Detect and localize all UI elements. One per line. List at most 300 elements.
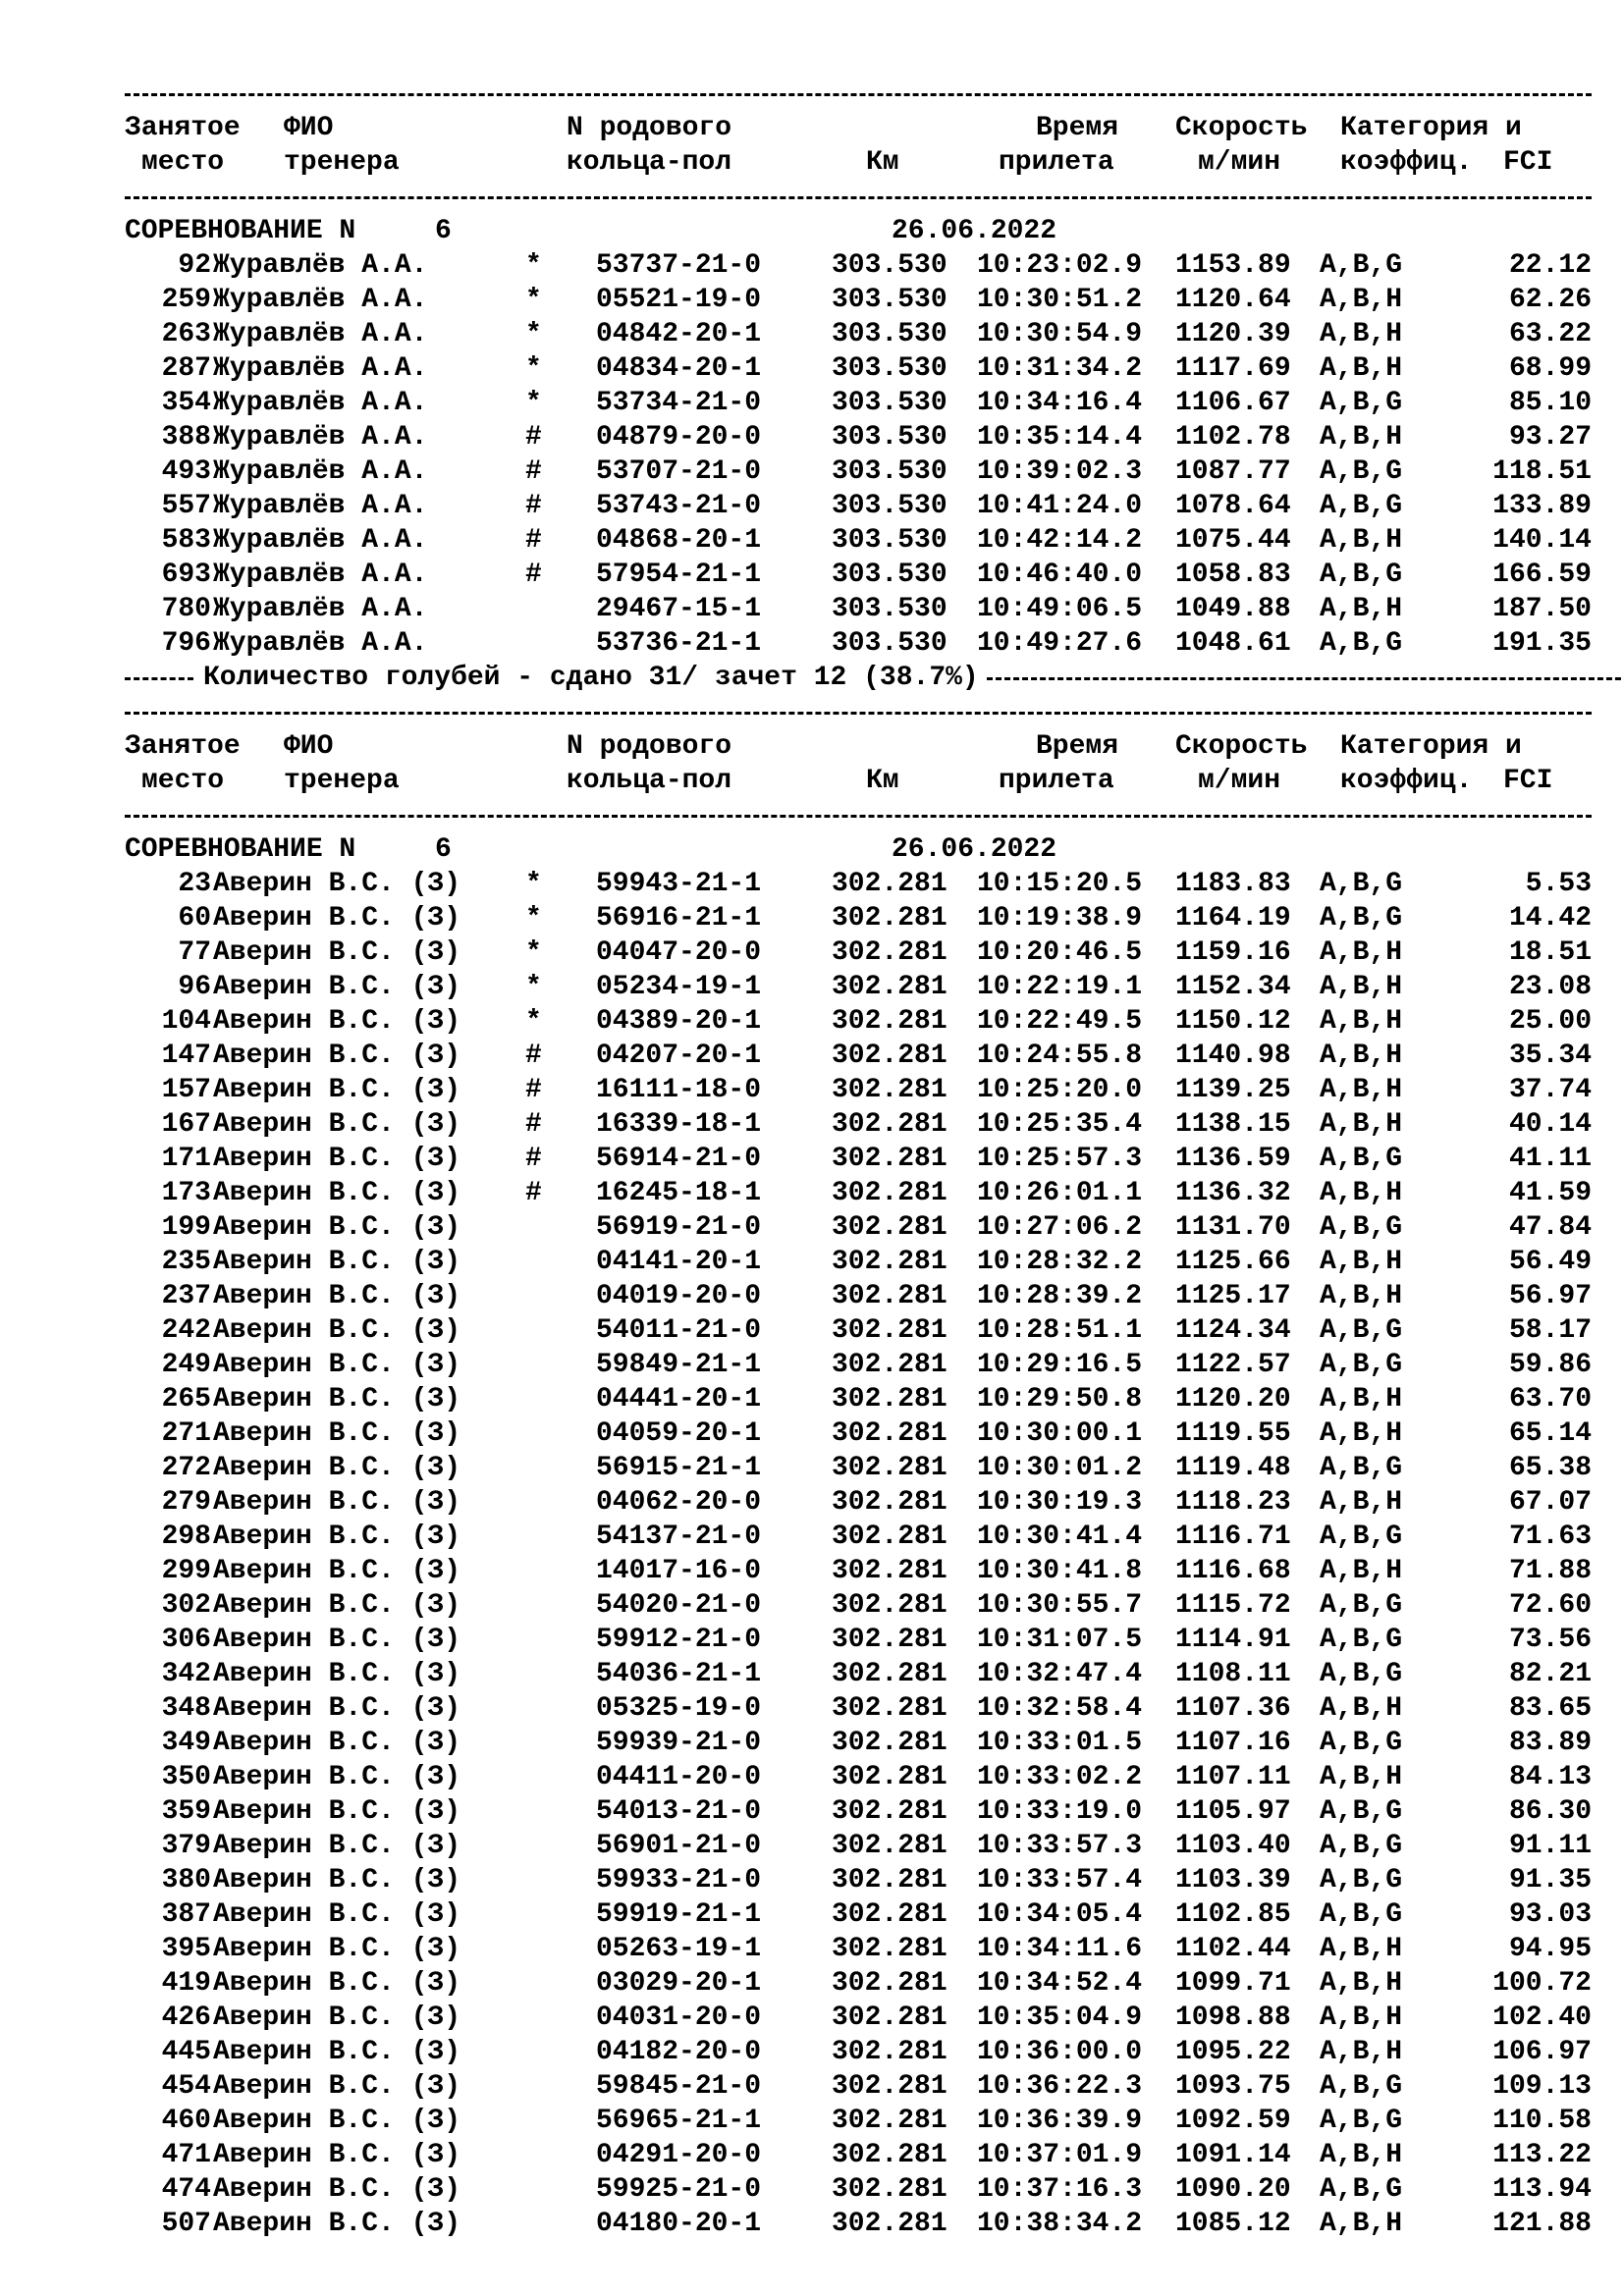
cell-cat: A,B,G [1320, 1831, 1403, 1861]
header-h1_speed: Скорость [1175, 731, 1308, 762]
result-row [125, 386, 1597, 420]
cell-fci: 5.53 [1525, 869, 1592, 899]
cell-place: 171 [161, 1144, 211, 1174]
cell-cat: A,B,H [1320, 2037, 1403, 2067]
cell-name: Аверин В.С. (З) [213, 1453, 461, 1483]
cell-name: Аверин В.С. (З) [213, 1247, 461, 1277]
cell-fci: 63.22 [1508, 319, 1592, 349]
cell-time: 10:24:55.8 [977, 1041, 1143, 1071]
result-row [125, 1588, 1597, 1623]
cell-time: 10:30:54.9 [977, 319, 1143, 349]
cell-ring: 16245-18-1 [596, 1178, 762, 1208]
cell-speed: 1098.88 [1175, 2002, 1291, 2033]
cell-speed: 1139.25 [1175, 1075, 1291, 1105]
cell-speed: 1099.71 [1175, 1968, 1291, 1999]
cell-place: 259 [161, 285, 211, 315]
cell-ring: 59925-21-0 [596, 2174, 762, 2205]
cell-place: 249 [161, 1350, 211, 1380]
cell-place: 507 [161, 2209, 211, 2239]
result-row [125, 901, 1597, 935]
cell-speed: 1102.44 [1175, 1934, 1291, 1964]
result-row [125, 1210, 1597, 1245]
cell-time: 10:33:02.2 [977, 1762, 1143, 1792]
cell-km: 303.530 [832, 388, 947, 418]
cell-place: 237 [161, 1281, 211, 1311]
cell-name: Аверин В.С. (З) [213, 2140, 461, 2170]
header-h2_fci: FCI [1503, 147, 1553, 178]
cell-place: 780 [161, 594, 211, 624]
cell-fci: 23.08 [1508, 972, 1592, 1002]
cell-time: 10:30:01.2 [977, 1453, 1143, 1483]
cell-km: 302.281 [832, 2209, 947, 2239]
cell-speed: 1103.40 [1175, 1831, 1291, 1861]
cell-km: 303.530 [832, 250, 947, 281]
result-row [125, 317, 1597, 351]
cell-time: 10:37:16.3 [977, 2174, 1143, 2205]
cell-place: 271 [161, 1418, 211, 1449]
cell-km: 303.530 [832, 491, 947, 521]
cell-time: 10:46:40.0 [977, 560, 1143, 590]
cell-time: 10:38:34.2 [977, 2209, 1143, 2239]
result-row [125, 1279, 1597, 1313]
cell-cat: A,B,H [1320, 1418, 1403, 1449]
cell-km: 302.281 [832, 903, 947, 934]
cell-speed: 1140.98 [1175, 1041, 1291, 1071]
cell-ring: 56901-21-0 [596, 1831, 762, 1861]
result-row [125, 248, 1597, 283]
cell-km: 302.281 [832, 1762, 947, 1792]
cell-ring: 04868-20-1 [596, 525, 762, 556]
cell-ring: 16111-18-0 [596, 1075, 762, 1105]
cell-km: 302.281 [832, 869, 947, 899]
cell-name: Аверин В.С. (З) [213, 1556, 461, 1586]
cell-ring: 03029-20-1 [596, 1968, 762, 1999]
cell-km: 302.281 [832, 1041, 947, 1071]
header-h2_speed: м/мин [1198, 766, 1281, 796]
cell-speed: 1107.11 [1175, 1762, 1291, 1792]
cell-speed: 1092.59 [1175, 2106, 1291, 2136]
cell-name: Аверин В.С. (З) [213, 1865, 461, 1896]
header-h1_cat: Категория и [1340, 731, 1522, 762]
cell-name: Аверин В.С. (З) [213, 1693, 461, 1724]
cell-name: Журавлёв А.А. [213, 319, 428, 349]
cell-name: Аверин В.С. (З) [213, 1109, 461, 1140]
cell-ring: 05521-19-0 [596, 285, 762, 315]
cell-ring: 04031-20-0 [596, 2002, 762, 2033]
cell-fci: 118.51 [1492, 456, 1592, 487]
cell-time: 10:34:52.4 [977, 1968, 1143, 1999]
cell-name: Аверин В.С. (З) [213, 2209, 461, 2239]
cell-fci: 72.60 [1508, 1590, 1592, 1621]
cell-cat: A,B,G [1320, 2174, 1403, 2205]
header-h2_ring: кольца-пол [567, 147, 732, 178]
summary-lead-dashes [125, 661, 203, 695]
cell-km: 302.281 [832, 1075, 947, 1105]
cell-ring: 56965-21-1 [596, 2106, 762, 2136]
cell-km: 302.281 [832, 1315, 947, 1346]
cell-mark: * [525, 250, 542, 281]
cell-place: 557 [161, 491, 211, 521]
result-row [125, 2001, 1597, 2035]
cell-km: 302.281 [832, 2140, 947, 2170]
cell-time: 10:35:14.4 [977, 422, 1143, 453]
cell-km: 302.281 [832, 1178, 947, 1208]
cell-ring: 53734-21-0 [596, 388, 762, 418]
cell-time: 10:25:20.0 [977, 1075, 1143, 1105]
cell-speed: 1125.66 [1175, 1247, 1291, 1277]
cell-fci: 18.51 [1508, 937, 1592, 968]
cell-speed: 1105.97 [1175, 1796, 1291, 1827]
cell-ring: 56915-21-1 [596, 1453, 762, 1483]
cell-cat: A,B,H [1320, 1487, 1403, 1518]
cell-speed: 1087.77 [1175, 456, 1291, 487]
cell-speed: 1106.67 [1175, 388, 1291, 418]
result-row [125, 1829, 1597, 1863]
cell-time: 10:28:32.2 [977, 1247, 1143, 1277]
cell-place: 92 [178, 250, 211, 281]
header-h1_place: Занятое [125, 113, 241, 143]
cell-place: 796 [161, 628, 211, 659]
cell-time: 10:22:19.1 [977, 972, 1143, 1002]
cell-ring: 04019-20-0 [596, 1281, 762, 1311]
cell-speed: 1114.91 [1175, 1625, 1291, 1655]
cell-fci: 93.03 [1508, 1899, 1592, 1930]
cell-place: 349 [161, 1728, 211, 1758]
cell-cat: A,B,G [1320, 1865, 1403, 1896]
cell-fci: 113.22 [1492, 2140, 1592, 2170]
cell-fci: 82.21 [1508, 1659, 1592, 1689]
cell-km: 302.281 [832, 2002, 947, 2033]
cell-speed: 1124.34 [1175, 1315, 1291, 1346]
result-row [125, 1348, 1597, 1382]
cell-cat: A,B,H [1320, 1934, 1403, 1964]
cell-place: 199 [161, 1212, 211, 1243]
cell-fci: 86.30 [1508, 1796, 1592, 1827]
cell-fci: 35.34 [1508, 1041, 1592, 1071]
cell-km: 302.281 [832, 1212, 947, 1243]
cell-speed: 1091.14 [1175, 2140, 1291, 2170]
cell-time: 10:41:24.0 [977, 491, 1143, 521]
competition-label: СОРЕВНОВАНИЕ N [125, 216, 356, 246]
result-row [125, 1382, 1597, 1416]
cell-ring: 04062-20-0 [596, 1487, 762, 1518]
result-row [125, 1245, 1597, 1279]
cell-time: 10:28:51.1 [977, 1315, 1143, 1346]
cell-speed: 1164.19 [1175, 903, 1291, 934]
cell-cat: A,B,H [1320, 1556, 1403, 1586]
competition-title [125, 832, 1597, 867]
cell-fci: 94.95 [1508, 1934, 1592, 1964]
cell-place: 350 [161, 1762, 211, 1792]
cell-place: 460 [161, 2106, 211, 2136]
header-h2_cat: коэффиц. [1340, 766, 1473, 796]
cell-speed: 1102.85 [1175, 1899, 1291, 1930]
cell-place: 23 [178, 869, 211, 899]
cell-ring: 14017-16-0 [596, 1556, 762, 1586]
cell-name: Журавлёв А.А. [213, 250, 428, 281]
cell-fci: 71.88 [1508, 1556, 1592, 1586]
cell-speed: 1183.83 [1175, 869, 1291, 899]
cell-place: 419 [161, 1968, 211, 1999]
result-row [125, 1520, 1597, 1554]
cell-name: Аверин В.С. (З) [213, 1315, 461, 1346]
header-h2_fci: FCI [1503, 766, 1553, 796]
cell-time: 10:32:58.4 [977, 1693, 1143, 1724]
cell-cat: A,B,H [1320, 2209, 1403, 2239]
cell-time: 10:36:22.3 [977, 2071, 1143, 2102]
cell-cat: A,B,H [1320, 1281, 1403, 1311]
result-row [125, 1142, 1597, 1176]
cell-name: Аверин В.С. (З) [213, 1144, 461, 1174]
cell-ring: 04207-20-1 [596, 1041, 762, 1071]
cell-km: 302.281 [832, 1590, 947, 1621]
cell-km: 302.281 [832, 1625, 947, 1655]
cell-mark: * [525, 285, 542, 315]
cell-cat: A,B,G [1320, 2071, 1403, 2102]
cell-fci: 56.97 [1508, 1281, 1592, 1311]
cell-fci: 91.11 [1508, 1831, 1592, 1861]
cell-speed: 1153.89 [1175, 250, 1291, 281]
cell-km: 302.281 [832, 1796, 947, 1827]
cell-ring: 53737-21-0 [596, 250, 762, 281]
result-row [125, 2207, 1597, 2241]
cell-speed: 1108.11 [1175, 1659, 1291, 1689]
column-header-line-2 [125, 145, 1597, 180]
cell-fci: 113.94 [1492, 2174, 1592, 2205]
column-header-line-1 [125, 729, 1597, 764]
cell-km: 303.530 [832, 594, 947, 624]
cell-place: 426 [161, 2002, 211, 2033]
cell-mark: # [525, 560, 542, 590]
dashed-rule [125, 77, 1597, 111]
cell-place: 302 [161, 1590, 211, 1621]
cell-mark: # [525, 422, 542, 453]
cell-ring: 04059-20-1 [596, 1418, 762, 1449]
cell-mark: * [525, 1006, 542, 1037]
result-row [125, 592, 1597, 626]
cell-name: Аверин В.С. (З) [213, 1522, 461, 1552]
cell-mark: * [525, 388, 542, 418]
cell-cat: A,B,G [1320, 250, 1403, 281]
cell-cat: A,B,G [1320, 456, 1403, 487]
cell-km: 302.281 [832, 2071, 947, 2102]
cell-speed: 1131.70 [1175, 1212, 1291, 1243]
result-row [125, 283, 1597, 317]
cell-speed: 1159.16 [1175, 937, 1291, 968]
cell-time: 10:33:57.3 [977, 1831, 1143, 1861]
cell-speed: 1048.61 [1175, 628, 1291, 659]
cell-place: 242 [161, 1315, 211, 1346]
result-row [125, 1760, 1597, 1794]
cell-fci: 109.13 [1492, 2071, 1592, 2102]
header-h1_place: Занятое [125, 731, 241, 762]
cell-place: 147 [161, 1041, 211, 1071]
cell-km: 302.281 [832, 1693, 947, 1724]
cell-place: 287 [161, 353, 211, 384]
cell-fci: 25.00 [1508, 1006, 1592, 1037]
header-h1_ring: N родового [567, 113, 732, 143]
cell-time: 10:23:02.9 [977, 250, 1143, 281]
result-row [125, 1107, 1597, 1142]
cell-name: Аверин В.С. (З) [213, 1934, 461, 1964]
cell-speed: 1107.36 [1175, 1693, 1291, 1724]
cell-fci: 121.88 [1492, 2209, 1592, 2239]
cell-time: 10:31:34.2 [977, 353, 1143, 384]
cell-fci: 40.14 [1508, 1109, 1592, 1140]
cell-ring: 54020-21-0 [596, 1590, 762, 1621]
cell-cat: A,B,H [1320, 285, 1403, 315]
cell-cat: A,B,H [1320, 422, 1403, 453]
cell-name: Журавлёв А.А. [213, 285, 428, 315]
cell-speed: 1120.39 [1175, 319, 1291, 349]
result-row [125, 351, 1597, 386]
cell-mark: # [525, 1075, 542, 1105]
cell-name: Аверин В.С. (З) [213, 1006, 461, 1037]
result-row [125, 1863, 1597, 1897]
cell-place: 272 [161, 1453, 211, 1483]
cell-km: 302.281 [832, 972, 947, 1002]
cell-ring: 56919-21-0 [596, 1212, 762, 1243]
cell-name: Журавлёв А.А. [213, 491, 428, 521]
result-row [125, 1313, 1597, 1348]
header-h1_ring: N родового [567, 731, 732, 762]
cell-speed: 1118.23 [1175, 1487, 1291, 1518]
cell-ring: 04834-20-1 [596, 353, 762, 384]
cell-time: 10:26:01.1 [977, 1178, 1143, 1208]
cell-speed: 1095.22 [1175, 2037, 1291, 2067]
result-row [125, 2069, 1597, 2104]
cell-cat: A,B,H [1320, 1693, 1403, 1724]
cell-place: 583 [161, 525, 211, 556]
result-row [125, 1039, 1597, 1073]
cell-place: 445 [161, 2037, 211, 2067]
cell-km: 303.530 [832, 353, 947, 384]
cell-speed: 1116.68 [1175, 1556, 1291, 1586]
cell-time: 10:25:57.3 [977, 1144, 1143, 1174]
competition-date: 26.06.2022 [892, 216, 1057, 246]
cell-speed: 1058.83 [1175, 560, 1291, 590]
cell-cat: A,B,H [1320, 1109, 1403, 1140]
result-row [125, 454, 1597, 489]
result-row [125, 1794, 1597, 1829]
header-h2_ring: кольца-пол [567, 766, 732, 796]
header-h1_name: ФИО [284, 731, 334, 762]
cell-fci: 37.74 [1508, 1075, 1592, 1105]
result-row [125, 523, 1597, 558]
cell-cat: A,B,H [1320, 1041, 1403, 1071]
result-row [125, 1451, 1597, 1485]
cell-ring: 59919-21-1 [596, 1899, 762, 1930]
cell-fci: 59.86 [1508, 1350, 1592, 1380]
result-row [125, 867, 1597, 901]
cell-time: 10:25:35.4 [977, 1109, 1143, 1140]
cell-place: 167 [161, 1109, 211, 1140]
cell-time: 10:29:50.8 [977, 1384, 1143, 1415]
cell-ring: 59943-21-1 [596, 869, 762, 899]
competition-label: СОРЕВНОВАНИЕ N [125, 834, 356, 865]
cell-cat: A,B,H [1320, 1384, 1403, 1415]
header-h1_name: ФИО [284, 113, 334, 143]
cell-cat: A,B,G [1320, 1212, 1403, 1243]
cell-name: Аверин В.С. (З) [213, 1418, 461, 1449]
cell-speed: 1117.69 [1175, 353, 1291, 384]
cell-mark: * [525, 353, 542, 384]
cell-place: 298 [161, 1522, 211, 1552]
cell-place: 96 [178, 972, 211, 1002]
header-h2_km: Км [866, 766, 899, 796]
cell-km: 302.281 [832, 1487, 947, 1518]
cell-cat: A,B,G [1320, 1796, 1403, 1827]
cell-km: 303.530 [832, 525, 947, 556]
result-row [125, 1726, 1597, 1760]
cell-cat: A,B,H [1320, 1006, 1403, 1037]
cell-km: 303.530 [832, 560, 947, 590]
cell-time: 10:19:38.9 [977, 903, 1143, 934]
cell-name: Аверин В.С. (З) [213, 1728, 461, 1758]
cell-name: Журавлёв А.А. [213, 456, 428, 487]
cell-fci: 110.58 [1492, 2106, 1592, 2136]
cell-name: Аверин В.С. (З) [213, 2037, 461, 2067]
result-row [125, 1416, 1597, 1451]
cell-mark: # [525, 1178, 542, 1208]
cell-time: 10:37:01.9 [977, 2140, 1143, 2170]
cell-name: Аверин В.С. (З) [213, 1796, 461, 1827]
result-row [125, 1004, 1597, 1039]
cell-km: 302.281 [832, 1281, 947, 1311]
cell-place: 279 [161, 1487, 211, 1518]
cell-time: 10:36:00.0 [977, 2037, 1143, 2067]
competition-number: 6 [435, 216, 452, 246]
cell-cat: A,B,H [1320, 594, 1403, 624]
cell-ring: 54137-21-0 [596, 1522, 762, 1552]
cell-time: 10:30:00.1 [977, 1418, 1143, 1449]
cell-km: 302.281 [832, 1350, 947, 1380]
cell-fci: 140.14 [1492, 525, 1592, 556]
cell-cat: A,B,G [1320, 2106, 1403, 2136]
cell-mark: * [525, 972, 542, 1002]
cell-ring: 56916-21-1 [596, 903, 762, 934]
cell-ring: 53736-21-1 [596, 628, 762, 659]
cell-fci: 83.89 [1508, 1728, 1592, 1758]
cell-km: 302.281 [832, 1006, 947, 1037]
cell-ring: 16339-18-1 [596, 1109, 762, 1140]
cell-time: 10:34:11.6 [977, 1934, 1143, 1964]
cell-time: 10:33:01.5 [977, 1728, 1143, 1758]
cell-ring: 59845-21-0 [596, 2071, 762, 2102]
cell-place: 348 [161, 1693, 211, 1724]
cell-place: 388 [161, 422, 211, 453]
header-h2_name: тренера [284, 766, 400, 796]
cell-time: 10:34:16.4 [977, 388, 1143, 418]
cell-ring: 59939-21-0 [596, 1728, 762, 1758]
cell-cat: A,B,H [1320, 319, 1403, 349]
result-row [125, 1897, 1597, 1932]
cell-ring: 04879-20-0 [596, 422, 762, 453]
cell-ring: 57954-21-1 [596, 560, 762, 590]
cell-ring: 59912-21-0 [596, 1625, 762, 1655]
cell-time: 10:49:27.6 [977, 628, 1143, 659]
cell-place: 454 [161, 2071, 211, 2102]
cell-speed: 1049.88 [1175, 594, 1291, 624]
dashed-rule [125, 180, 1597, 214]
cell-name: Аверин В.С. (З) [213, 1968, 461, 1999]
cell-name: Журавлёв А.А. [213, 560, 428, 590]
cell-fci: 56.49 [1508, 1247, 1592, 1277]
cell-km: 302.281 [832, 1109, 947, 1140]
cell-place: 471 [161, 2140, 211, 2170]
cell-time: 10:30:19.3 [977, 1487, 1143, 1518]
competition-title [125, 214, 1597, 248]
